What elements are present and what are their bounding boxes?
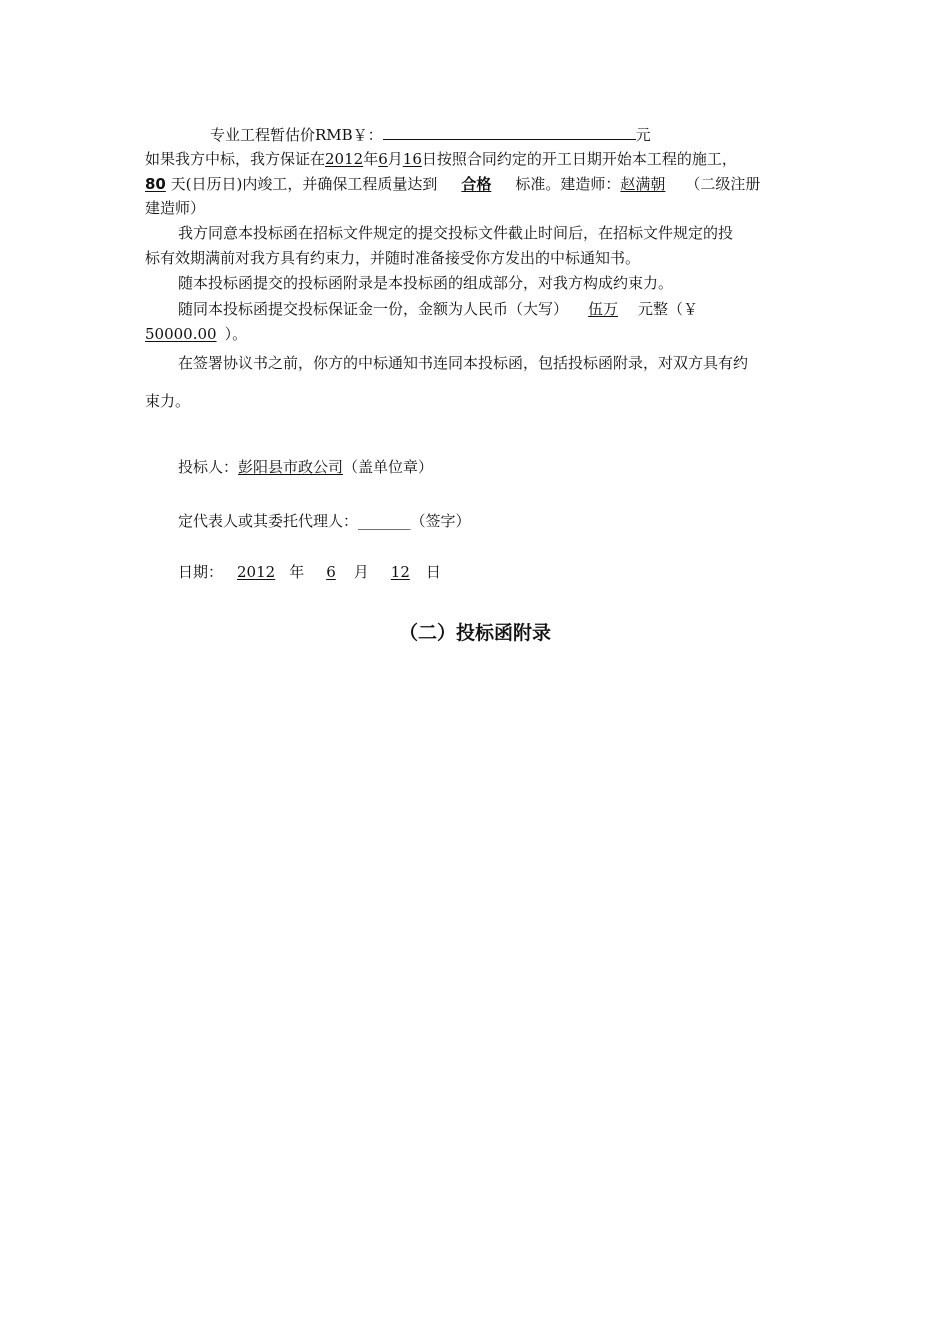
provisional-sum-blank <box>383 124 636 140</box>
appendix-note-line <box>178 273 673 293</box>
provisional-sum-label: 专业工程暂估价RMB￥： <box>210 126 383 144</box>
bidder-name: 彭阳县市政公司 <box>238 458 344 476</box>
bond-text-3: ）。 <box>224 325 248 343</box>
date-label: 日期： <box>178 563 224 581</box>
commitment-text-4: 标准。建造师： <box>515 175 621 193</box>
date-line <box>178 562 441 582</box>
bond-text-2: 元整（￥ <box>638 300 699 318</box>
date-day-char: 日 <box>425 563 441 581</box>
provisional-sum-suffix: 元 <box>635 126 651 144</box>
representative-label: 定代表人或其委托代理人： <box>178 512 359 530</box>
validity-line-2 <box>145 248 640 268</box>
appendix-note-text: 随本投标函提交的投标函附录是本投标函的组成部分，对我方构成约束力。 <box>178 274 674 292</box>
date-month-value: 6 <box>326 563 336 581</box>
start-month-value: 6 <box>378 150 388 168</box>
year-char: 年 <box>363 150 379 168</box>
commitment-text-6: 建造师） <box>145 199 206 217</box>
bond-amount-words: 伍万 <box>588 300 619 318</box>
commitment-text-5: （二级注册 <box>685 175 761 193</box>
start-year-value: 2012 <box>325 150 364 168</box>
binding-line-2 <box>145 391 190 411</box>
commitment-line-2 <box>145 174 760 194</box>
bond-line-1 <box>178 299 698 319</box>
date-day-value: 12 <box>390 563 410 581</box>
binding-text-2: 束力。 <box>145 392 191 410</box>
month-char: 月 <box>387 150 403 168</box>
representative-line <box>178 511 471 531</box>
bidder-label: 投标人： <box>178 458 239 476</box>
duration-days-value: 80 <box>145 175 166 193</box>
bond-amount-number: 50000.00 <box>145 325 217 343</box>
start-day-value: 16 <box>402 150 422 168</box>
binding-text-1: 在签署协议书之前，你方的中标通知书连同本投标函，包括投标函附录，对双方具有约 <box>178 354 749 372</box>
date-month-char: 月 <box>353 563 369 581</box>
commitment-text-2: 日按照合同约定的开工日期开始本工程的施工， <box>421 150 737 168</box>
binding-line-1 <box>178 353 748 373</box>
commitment-text-1: 如果我方中标，我方保证在 <box>145 150 326 168</box>
date-year-value: 2012 <box>237 563 276 581</box>
bidder-line <box>178 457 433 477</box>
bidder-seal-note: （盖单位章） <box>343 458 434 476</box>
bond-text-1: 随同本投标函提交投标保证金一份，金额为人民币（大写） <box>178 300 569 318</box>
commitment-line-3 <box>145 198 205 218</box>
date-year-char: 年 <box>289 563 305 581</box>
quality-standard-value: 合格 <box>461 175 492 193</box>
validity-text-2: 标有效期满前对我方具有约束力，并随时准备接受你方发出的中标通知书。 <box>145 249 641 267</box>
commitment-text-3: 天(日历日)内竣工，并确保工程质量达到 <box>165 175 438 193</box>
section-heading: （二）投标函附录 <box>398 622 551 644</box>
builder-name-value: 赵满朝 <box>620 175 666 193</box>
representative-sign-note: （签字） <box>410 512 471 530</box>
validity-text-1: 我方同意本投标函在招标文件规定的提交投标文件截止时间后，在招标文件规定的投 <box>178 224 734 242</box>
commitment-line-1 <box>145 149 737 169</box>
provisional-sum-line <box>210 124 651 145</box>
representative-blank: _______ <box>358 512 411 530</box>
validity-line-1 <box>178 223 733 243</box>
bond-line-2 <box>145 324 247 344</box>
